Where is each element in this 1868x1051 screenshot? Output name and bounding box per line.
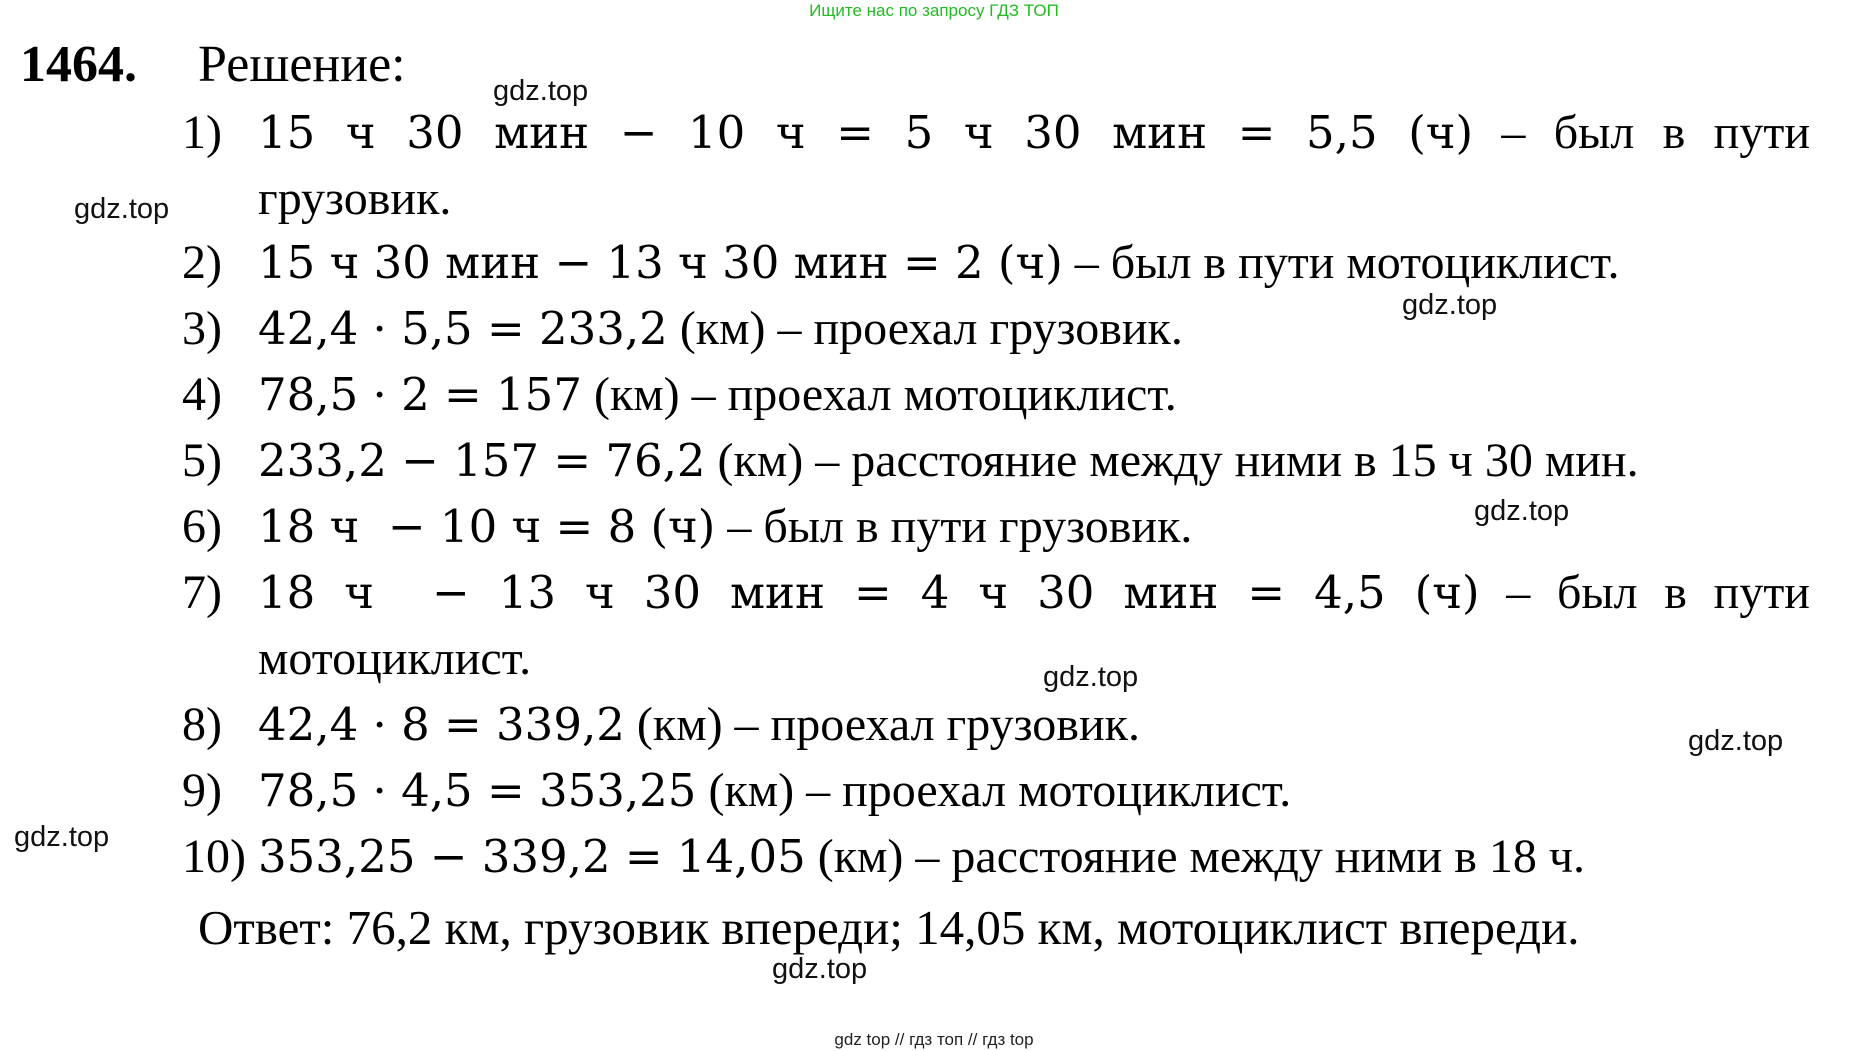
step-4-math: 78,5 · 2 = 157 (258, 368, 582, 421)
solution-title: Решение: (198, 36, 406, 93)
step-1-continuation: грузовик. (258, 172, 452, 225)
step-10-number: 10) (182, 830, 246, 883)
watermark: gdz.top (1043, 661, 1139, 693)
step-2-line (258, 230, 1620, 296)
step-9-number: 9) (182, 764, 222, 817)
watermark: gdz.top (1402, 289, 1498, 321)
step-2-math: 15 ч 30 мин − 13 ч 30 мин = 2 (ч) (258, 236, 1063, 289)
answer-line: Ответ: 76,2 км, грузовик впереди; 14,05 км, мотоциклист впереди. (198, 900, 1580, 955)
step-10-line (258, 824, 1585, 890)
problem-number: 1464. (20, 36, 137, 93)
step-5-line (258, 428, 1639, 494)
step-3-tail: (км) – проехал грузовик. (679, 302, 1183, 355)
step-6-number: 6) (182, 500, 222, 553)
step-1-math: 15 ч 30 мин − 10 ч = 5 ч 30 мин = 5,5 (ч) (258, 106, 1474, 159)
watermark: gdz.top (772, 953, 868, 985)
step-7-line (258, 560, 1810, 626)
step-6-tail: – был в пути грузовик. (727, 500, 1193, 553)
step-3-number: 3) (182, 302, 222, 355)
watermark: gdz.top (493, 75, 589, 107)
step-8-line (258, 692, 1140, 758)
step-8-number: 8) (182, 698, 222, 751)
watermark: gdz.top (1688, 725, 1784, 757)
step-3-math: 42,4 · 5,5 = 233,2 (258, 302, 668, 355)
watermark: gdz.top (74, 193, 170, 225)
footer-links: gdz top // гдз топ // гдз top (834, 1030, 1034, 1049)
step-1-tail: – был в пути (1501, 106, 1811, 159)
step-8-math: 42,4 · 8 = 339,2 (258, 698, 625, 751)
step-9-line (258, 758, 1291, 824)
step-2-tail: – был в пути мотоциклист. (1074, 236, 1620, 289)
step-6-math: 18 ч − 10 ч = 8 (ч) (258, 500, 716, 553)
step-7-number: 7) (182, 566, 222, 619)
step-1-number: 1) (182, 106, 222, 159)
step-5-math: 233,2 − 157 = 76,2 (258, 434, 706, 487)
top-banner: Ищите нас по запросу ГДЗ ТОП (809, 1, 1059, 20)
step-7-math: 18 ч − 13 ч 30 мин = 4 ч 30 мин = 4,5 (ч) (258, 566, 1480, 619)
step-8-tail: (км) – проехал грузовик. (636, 698, 1140, 751)
step-9-math: 78,5 · 4,5 = 353,25 (258, 764, 697, 817)
step-3-line (258, 296, 1183, 362)
step-7-tail: – был в пути (1506, 566, 1810, 619)
step-4-number: 4) (182, 368, 222, 421)
step-4-tail: (км) – проехал мотоциклист. (593, 368, 1177, 421)
step-10-tail: (км) – расстояние между ними в 18 ч. (817, 830, 1586, 883)
step-1-line (258, 100, 1810, 166)
watermark: gdz.top (1474, 495, 1570, 527)
step-5-number: 5) (182, 434, 222, 487)
step-7-continuation: мотоциклист. (258, 632, 532, 685)
step-5-tail: (км) – расстояние между ними в 15 ч 30 мин. (717, 434, 1639, 487)
step-6-line (258, 494, 1192, 560)
step-2-number: 2) (182, 236, 222, 289)
step-10-math: 353,25 − 339,2 = 14,05 (258, 830, 806, 883)
step-9-tail: (км) – проехал мотоциклист. (708, 764, 1292, 817)
step-4-line (258, 362, 1177, 428)
watermark: gdz.top (14, 821, 110, 853)
